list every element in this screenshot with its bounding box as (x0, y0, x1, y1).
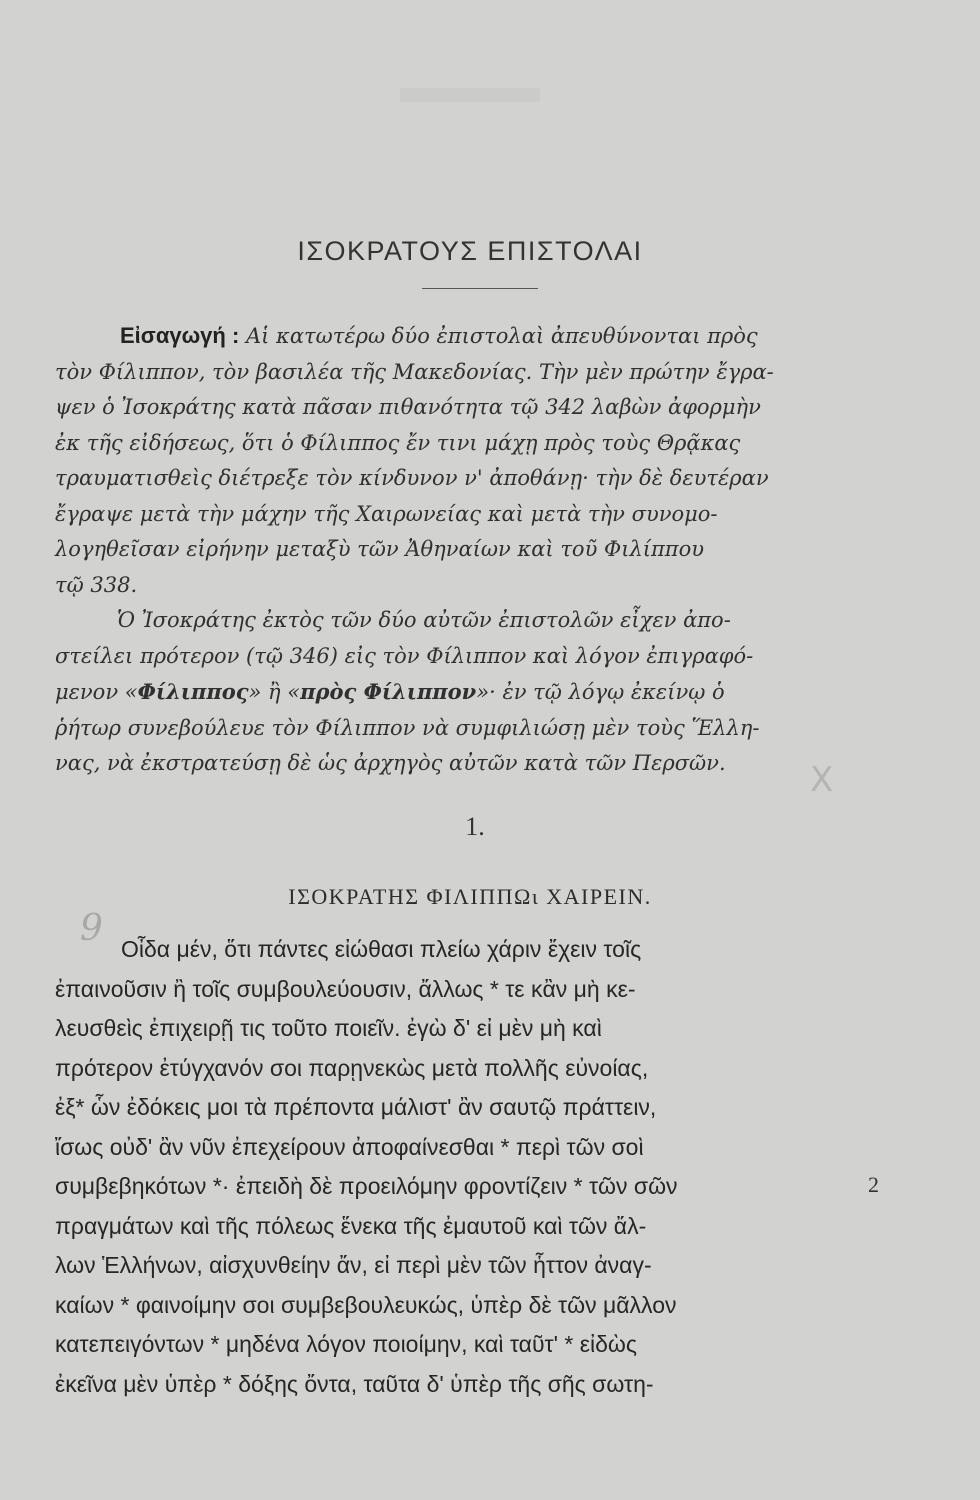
letter-line: καίων * φαινοίμην σοι συμβεβουλευκώς, ὑπὲρ δὲ τῶν μᾶλλον (55, 1291, 677, 1318)
intro-line: ῥήτωρ συνεβούλευε τὸν Φίλιππον νὰ συμφιλιώσῃ μὲν τοὺς Ἕλλη- (55, 715, 760, 740)
letter-text (55, 930, 875, 1404)
letter-line: ἐξ* ὧν ἐδόκεις μοι τὰ πρέποντα μάλιστ' ἂν σαυτῷ πράττειν, (55, 1094, 657, 1120)
intro-line: Ὁ Ἰσοκράτης ἐκτὸς τῶν δύο αὐτῶν ἐπιστολῶν εἶχεν ἀπο- (117, 608, 731, 632)
intro-line: τραυματισθεὶς διέτρεξε τὸν κίνδυνον ν' ἀποθάνῃ· τὴν δὲ δευτέραν (55, 466, 769, 490)
intro-line (55, 674, 865, 711)
letter-line: λων Ἑλλήνων, αἰσχυνθείην ἄν, εἰ περὶ μὲν τῶν ἧττον ἀναγ- (55, 1252, 652, 1278)
intro-text: »· ἐν τῷ λόγῳ ἐκείνῳ ὁ (476, 680, 725, 704)
intro-text: μενον « (55, 680, 138, 704)
intro-line: νας, νὰ ἐκστρατεύσῃ δὲ ὡς ἀρχηγὸς αὐτῶν κατὰ τῶν Περσῶν. (55, 751, 726, 775)
letter-line: πρότερον ἐτύγχανόν σοι παρῃνεκὼς μετὰ πολλῆς εὐνοίας, (55, 1054, 649, 1081)
intro-line-text: Αἱ κατωτέρω δύο ἐπιστολαὶ ἀπευθύνονται πρὸς (245, 324, 758, 348)
letter-line: ἐπαινοῦσιν ἢ τοῖς συμβουλεύουσιν, ἄλλως * τε κἂν μὴ κε- (55, 975, 636, 1002)
introduction-paragraph (55, 318, 865, 782)
letter-line: κατεπειγόντων * μηδένα λόγον ποιοίμην, καὶ ταῦτ' * εἰδὼς (55, 1331, 637, 1357)
intro-line (55, 318, 865, 355)
letter-line: ἴσως οὐδ' ἂν νῦν ἐπεχείρουν ἀποφαίνεσθαι * περὶ τῶν σοὶ (55, 1133, 644, 1160)
intro-line: λογηθεῖσαν εἰρήνην μεταξὺ τῶν Ἀθηναίων καὶ τοῦ Φιλίππου (55, 537, 705, 561)
speech-title-pros-philippon: πρὸς Φίλιππον (300, 679, 477, 704)
bleed-through-smudge (400, 88, 540, 102)
speech-title-philippos: Φίλιππος (137, 679, 249, 704)
intro-line: ἔγραψε μετὰ τὴν μάχην τῆς Χαιρωνείας καὶ μετὰ τὴν συνομο- (55, 501, 718, 526)
intro-text: » ἢ « (248, 680, 301, 704)
pencil-mark-x: X (810, 760, 834, 800)
letter-line: ἐκεῖνα μὲν ὑπὲρ * δόξης ὄντα, ταῦτα δ' ὑπὲρ τῆς σῆς σωτη- (55, 1370, 654, 1397)
letter-line: λευσθεὶς ἐπιχειρῇ τις τοῦτο ποιεῖν. ἐγὼ δ' εἰ μὲν μὴ καὶ (55, 1015, 602, 1041)
intro-line: ἐκ τῆς εἰδήσεως, ὅτι ὁ Φίλιππος ἔν τινι μάχῃ πρὸς τοὺς Θρᾷκας (55, 430, 741, 455)
letter-line: πραγμάτων καὶ τῆς πόλεως ἕνεκα τῆς ἐμαυτοῦ καὶ τῶν ἄλ- (55, 1212, 647, 1239)
intro-line: στείλει πρότερον (τῷ 346) εἰς τὸν Φίλιππον καὶ λόγον ἐπιγραφό- (55, 643, 754, 668)
pencil-mark-9: 9 (80, 908, 103, 949)
section-number: 1. (465, 812, 485, 841)
section-heading: ΙΣΟΚΡΑΤΗΣ ΦΙΛΙΠΠΩι ΧΑΙΡΕΙΝ. (288, 884, 652, 909)
intro-label: Εἰσαγωγή : (120, 323, 240, 348)
intro-line: ψεν ὁ Ἰσοκράτης κατὰ πᾶσαν πιθανότητα τῷ 342 λαβὼν ἀφορμὴν (55, 395, 761, 419)
page-title: ΙΣΟΚΡΑΤΟΥΣ ΕΠΙΣΤΟΛΑΙ (297, 236, 643, 266)
title-rule (422, 288, 538, 289)
intro-line: τὸν Φίλιππον, τὸν βασιλέα τῆς Μακεδονίας. Τὴν μὲν πρώτην ἔγρα- (55, 359, 774, 384)
letter-line: συμβεβηκότων *· ἐπειδὴ δὲ προειλόμην φροντίζειν * τῶν σῶν (55, 1173, 678, 1199)
intro-line: τῷ 338. (55, 572, 138, 597)
letter-line: Οἶδα μέν, ὅτι πάντες εἰώθασι πλείω χάριν ἔχειν τοῖς (121, 936, 642, 962)
margin-number: 2 (868, 1172, 879, 1197)
